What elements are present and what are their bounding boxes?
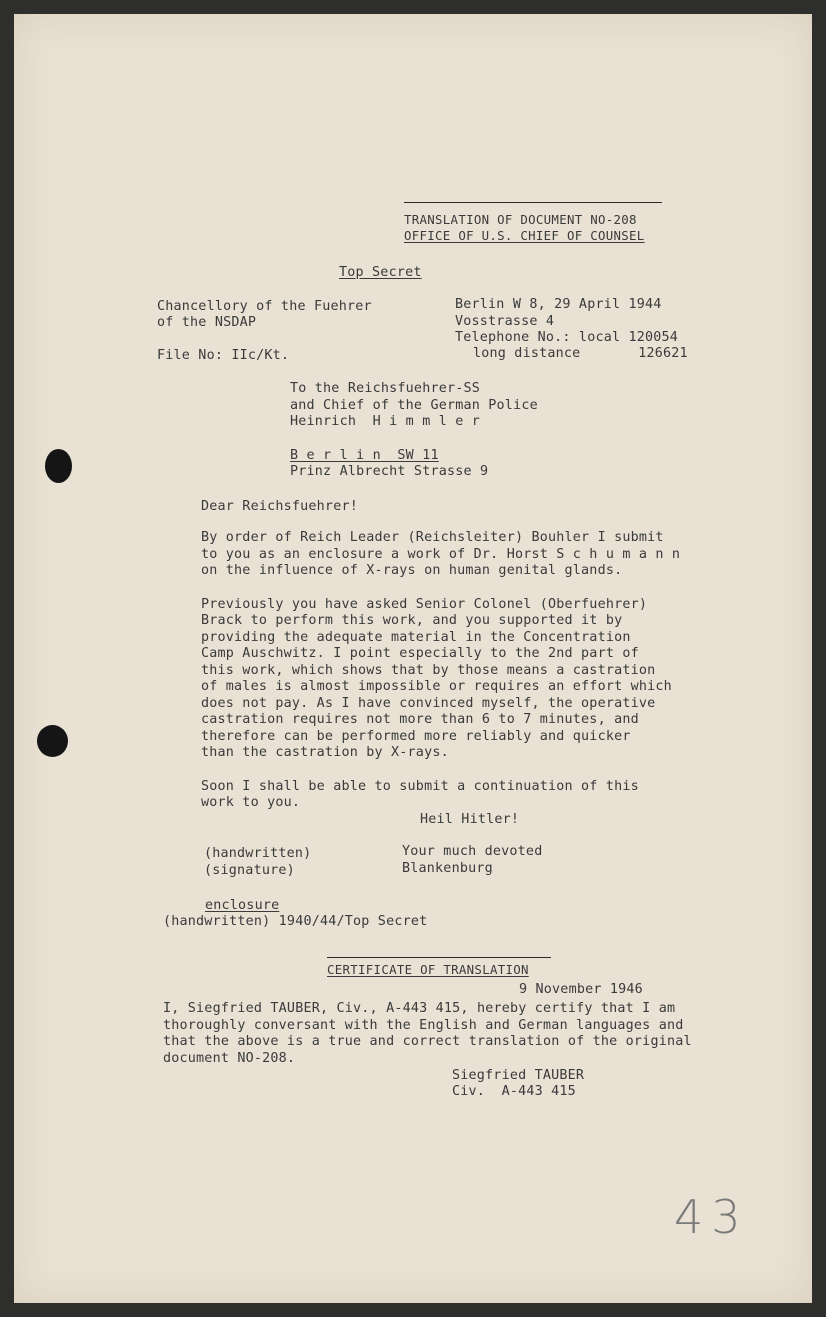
paragraph2-line: Previously you have asked Senior Colonel (Oberfuehrer) (201, 597, 648, 612)
certificate-body-line: thoroughly conversant with the English and German languages and (163, 1018, 684, 1033)
certificate-top-rule (327, 957, 551, 958)
translation-header-line1: TRANSLATION OF DOCUMENT NO-208 (404, 212, 637, 227)
paragraph3-line: work to you. (201, 795, 301, 810)
certificate-signer-id: Civ. A-443 415 (452, 1084, 576, 1099)
sender-line2: of the NSDAP (157, 315, 257, 330)
handwritten-note: (handwritten) (204, 846, 312, 861)
translation-header-line2: OFFICE OF U.S. CHIEF OF COUNSEL (404, 228, 645, 243)
paragraph2-line: castration requires not more than 6 to 7 minutes, and (201, 712, 639, 727)
address-line2: Vosstrasse 4 (455, 314, 555, 329)
recipient-street: Prinz Albrecht Strasse 9 (290, 464, 489, 479)
enclosure-text: (handwritten) 1940/44/Top Secret (163, 914, 428, 929)
paragraph1-line: By order of Reich Leader (Reichsleiter) Bouhler I submit (201, 530, 664, 545)
certificate-body-line: that the above is a true and correct translation of the original (163, 1034, 692, 1049)
closing-greeting: Heil Hitler! (420, 812, 520, 827)
header-top-rule (404, 202, 662, 203)
signature-note: (signature) (204, 863, 295, 878)
address-telephone-local: Telephone No.: local 120054 (455, 330, 679, 345)
paragraph2-line: Camp Auschwitz. I point especially to the 2nd part of (201, 646, 639, 661)
classification-label: Top Secret (339, 265, 422, 280)
certificate-signer-name: Siegfried TAUBER (452, 1068, 585, 1083)
certificate-body-line: I, Siegfried TAUBER, Civ., A-443 415, hereby certify that I am (163, 1001, 676, 1016)
paragraph2-line: than the castration by X-rays. (201, 745, 449, 760)
recipient-line2: and Chief of the German Police (290, 398, 538, 413)
paragraph2-line: does not pay. As I have convinced myself, the operative (201, 696, 656, 711)
address-telephone-long-distance: long distance 126621 (473, 346, 688, 361)
file-number: File No: IIc/Kt. (157, 348, 290, 363)
signer-name: Blankenburg (402, 861, 493, 876)
paragraph3-line: Soon I shall be able to submit a continuation of this (201, 779, 639, 794)
punch-hole-top (45, 449, 72, 483)
paragraph2-line: of males is almost impossible or requires an effort which (201, 679, 672, 694)
punch-hole-bottom (37, 725, 68, 757)
salutation: Dear Reichsfuehrer! (201, 499, 358, 514)
recipient-line1: To the Reichsfuehrer-SS (290, 381, 481, 396)
page-number: 43 (674, 1190, 749, 1244)
paragraph2-line: providing the adequate material in the Concentration (201, 630, 631, 645)
closing-valediction: Your much devoted (402, 844, 543, 859)
document-page (14, 14, 812, 1303)
paragraph2-line: Brack to perform this work, and you supported it by (201, 613, 623, 628)
paragraph2-line: therefore can be performed more reliably and quicker (201, 729, 631, 744)
certificate-body-line: document NO-208. (163, 1051, 296, 1066)
enclosure-label: enclosure (205, 898, 280, 913)
recipient-city: B e r l i n SW 11 (290, 448, 439, 463)
paragraph2-line: this work, which shows that by those means a castration (201, 663, 656, 678)
certificate-title: CERTIFICATE OF TRANSLATION (327, 962, 529, 977)
sender-line1: Chancellory of the Fuehrer (157, 299, 372, 314)
address-line1: Berlin W 8, 29 April 1944 (455, 297, 662, 312)
paragraph1-line: to you as an enclosure a work of Dr. Horst S c h u m a n n (201, 547, 681, 562)
recipient-line3: Heinrich H i m m l e r (290, 414, 481, 429)
paragraph1-line: on the influence of X-rays on human genital glands. (201, 563, 623, 578)
certificate-date: 9 November 1946 (519, 982, 643, 997)
